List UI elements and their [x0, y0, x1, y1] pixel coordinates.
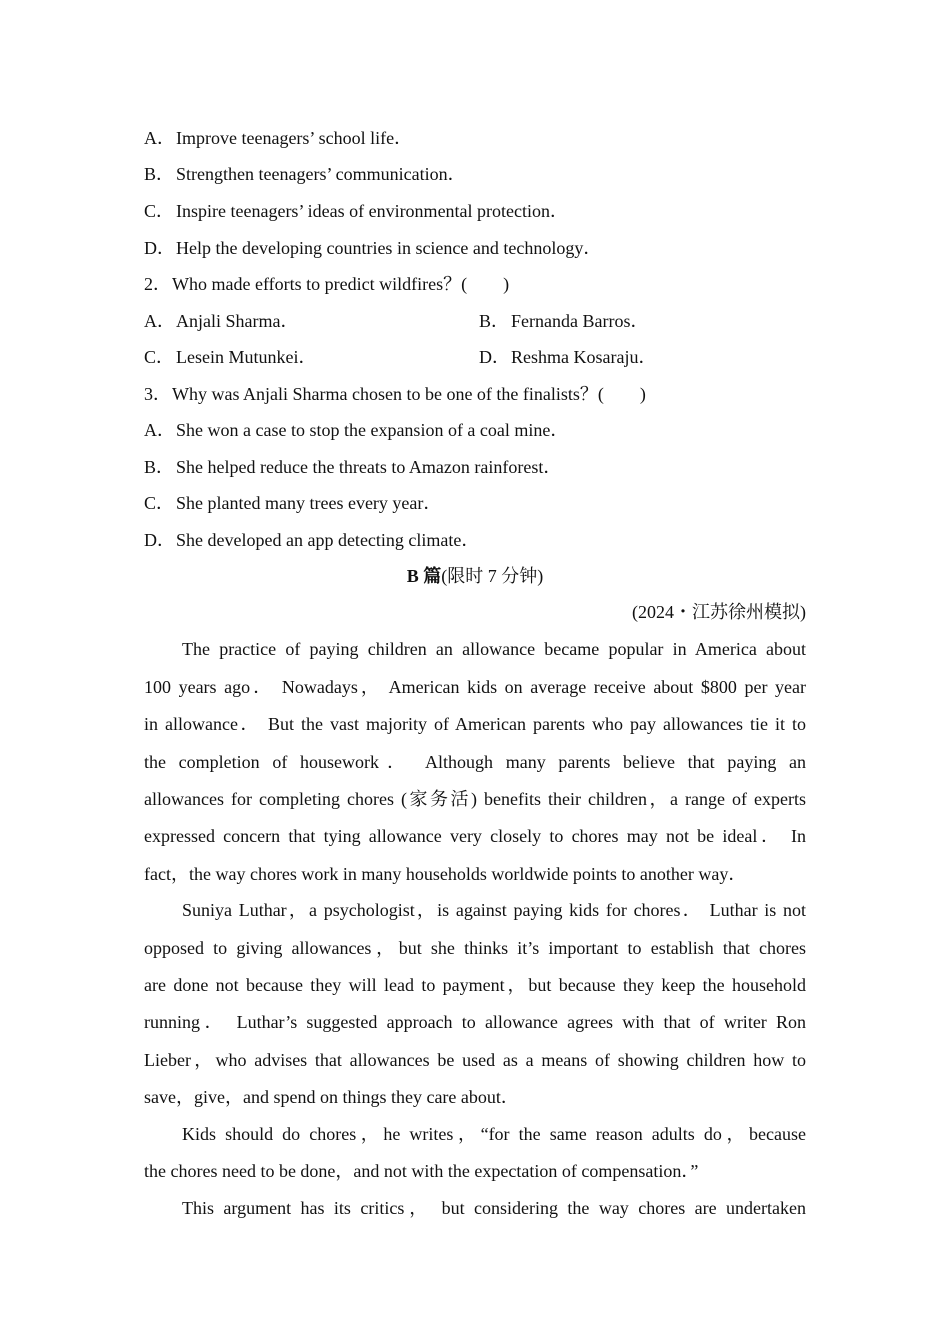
option-text: She planted many trees every year． — [176, 493, 442, 513]
q3-option-c — [144, 492, 441, 514]
option-label: B． — [144, 164, 175, 184]
question-3-stem — [144, 383, 646, 405]
passage-line: This argument has its critics， but considering the way chores are undertaken — [182, 1198, 806, 1218]
q2-options-row-2 — [144, 346, 806, 368]
section-title-time-limit: (限时 7 分钟) — [441, 566, 544, 586]
passage-line: 100 years ago． Nowadays， American kids on average receive about $800 per year — [144, 677, 806, 697]
passage-line: running． Luthar’s suggested approach to allowance agrees with that of writer Ron — [144, 1012, 806, 1032]
option-label: C． — [144, 201, 175, 221]
passage-line: in allowance． But the vast majority of American parents who pay allowances tie it to — [144, 714, 806, 734]
section-source: (2024・江苏徐州模拟) — [632, 602, 806, 622]
option-label: D． — [144, 530, 175, 550]
q2-option-d — [479, 346, 656, 368]
option-text: Improve teenagers’ school life． — [176, 128, 413, 148]
section-title — [144, 565, 806, 587]
option-label: D． — [479, 347, 510, 367]
q2-option-b — [479, 310, 648, 332]
passage-line: allowances for completing chores (家务活) benefits their children，a range of experts — [144, 789, 806, 809]
q1-option-a — [144, 127, 412, 149]
passage-line: the chores need to be done，and not with the expectation of compensation．” — [144, 1161, 699, 1181]
passage-line: opposed to giving allowances，but she thinks it’s important to establish that chores — [144, 938, 806, 958]
option-text: Fernanda Barros． — [511, 311, 649, 331]
option-text: She won a case to stop the expansion of a coal mine． — [176, 420, 569, 440]
option-label: C． — [144, 493, 175, 513]
option-text: Lesein Mutunkei． — [176, 347, 317, 367]
option-text: Anjali Sharma． — [176, 311, 299, 331]
passage-line: Kids should do chores，he writes，“for the same reason adults do，because — [182, 1124, 806, 1144]
question-text: Who made efforts to predict wildfires？( ) — [172, 274, 510, 294]
passage-line: Lieber，who advises that allowances be used as a means of showing children how to — [144, 1050, 806, 1070]
q1-option-b — [144, 163, 466, 185]
question-number: 3． — [144, 384, 171, 404]
q3-option-d — [144, 529, 479, 551]
option-label: D． — [144, 238, 175, 258]
option-label: A． — [144, 420, 175, 440]
option-text: Inspire teenagers’ ideas of environmental protection． — [176, 201, 569, 221]
option-text: She developed an app detecting climate． — [176, 530, 480, 550]
option-label: A． — [144, 311, 175, 331]
q2-option-c — [144, 347, 316, 367]
q1-option-c — [144, 200, 568, 222]
option-label: B． — [144, 457, 175, 477]
passage-line: fact，the way chores work in many households worldwide points to another way． — [144, 864, 747, 884]
passage-line: the completion of housework． Although many parents believe that paying an — [144, 752, 806, 772]
passage-line: Suniya Luthar，a psychologist，is against paying kids for chores． Luthar is not — [182, 900, 806, 920]
option-text: Help the developing countries in science and technology． — [176, 238, 602, 258]
option-text: Reshma Kosaraju． — [511, 347, 657, 367]
question-2-stem — [144, 273, 509, 295]
passage-line: save，give，and spend on things they care about． — [144, 1087, 519, 1107]
option-label: C． — [144, 347, 175, 367]
option-text: She helped reduce the threats to Amazon rainforest． — [176, 457, 562, 477]
section-title-bold: B 篇 — [406, 566, 442, 586]
passage-line: The practice of paying children an allowance became popular in America about — [182, 639, 806, 659]
q3-option-a — [144, 419, 568, 441]
q2-options-row-1 — [144, 310, 806, 332]
passage-line: are done not because they will lead to payment，but because they keep the household — [144, 975, 806, 995]
q3-option-b — [144, 456, 561, 478]
question-number: 2． — [144, 274, 171, 294]
question-text: Why was Anjali Sharma chosen to be one of the finalists？( ) — [172, 384, 646, 404]
option-label: B． — [479, 311, 510, 331]
passage-line: expressed concern that tying allowance very closely to chores may not be ideal． In — [144, 826, 806, 846]
option-text: Strengthen teenagers’ communication． — [176, 164, 466, 184]
option-label: A． — [144, 128, 175, 148]
q1-option-d — [144, 237, 601, 259]
q2-option-a — [144, 311, 298, 331]
